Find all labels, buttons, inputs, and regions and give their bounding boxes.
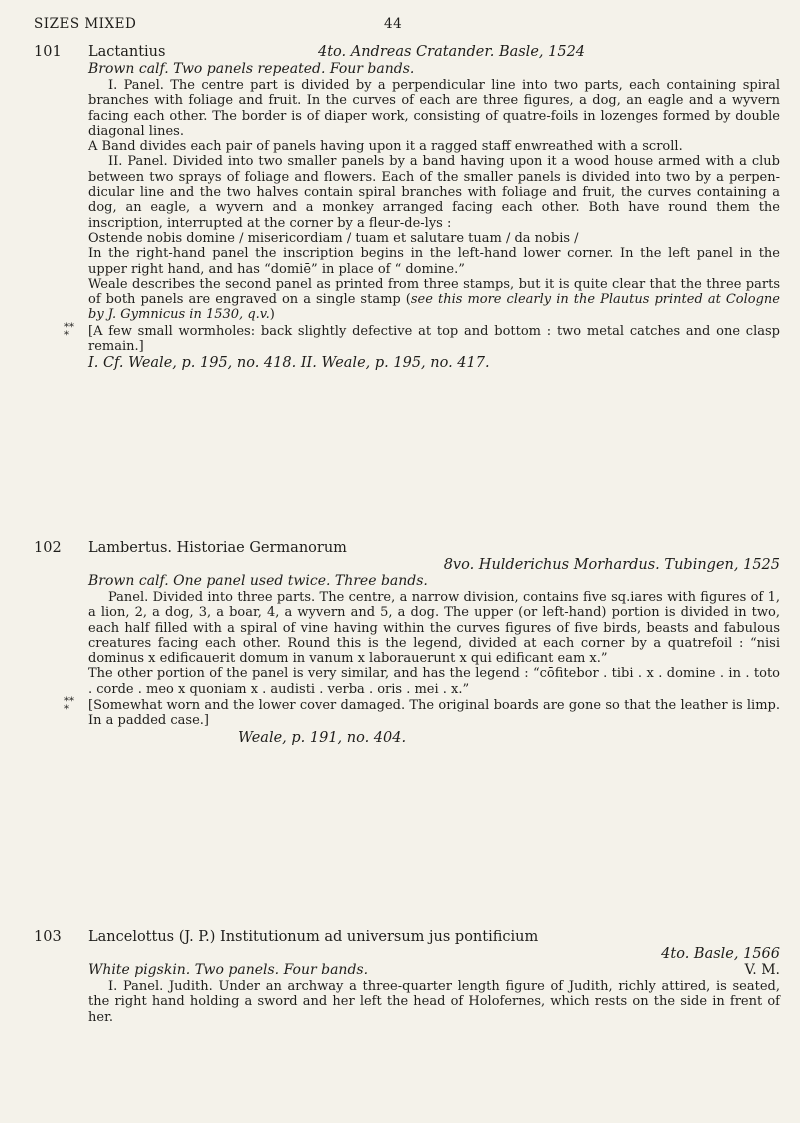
asterisk-mark: ** *	[64, 321, 74, 341]
entry-description: In the right-hand panel the inscription begins in the left-hand lower corner. In the left panel in the upper right hand, and has “domiē” in place of “ domine.”	[88, 246, 780, 277]
entry-description: Weale describes the second panel as printed from three stamps, but it is quite clear that the three parts of both panels are engraved on a single stamp (see this more clearly in the Plautus printed at Cologne by J. Gymnicus in 1530, q.v.)	[88, 276, 780, 323]
entry-description: The other portion of the panel is very similar, and has the legend : “cōfitebor . tibi . x . domine . in . toto . corde . meo x quoniam x . audisti . verba . oris . mei . x.”	[88, 666, 780, 697]
entry-condition-note: [A few small wormholes: back slightly defective at top and bottom : two metal catches and one clasp remain.]	[88, 323, 780, 355]
entry-title: Lambertus. Historiae Germanorum	[88, 540, 347, 556]
entry-reference: I. Cf. Weale, p. 195, no. 418. II. Weale, p. 195, no. 417.	[88, 355, 490, 372]
entry-format-place: 4to. Andreas Cratander. Basle, 1524	[318, 44, 586, 60]
entry-format-place: 4to. Basle, 1566	[661, 946, 780, 962]
entry-title: Lactantius	[88, 44, 166, 60]
entry-initials: V. M.	[744, 962, 780, 978]
entry-description: Panel. Divided into three parts. The centre, a narrow division, contains five sq.iares with figures of 1, a lion, 2, a dog, 3, a boar, 4, a wyvern and 5, a dog. The upper (or left-hand) portion is divided in two, each half filled with a spiral of vine having within the curves figures of five birds, beasts and fabulous creatures facing each other. Round this is the legend, divided at each corner by a quatrefoil : “nisi dominus x edificauerit domum in vanum x laborauerunt x qui edificant eam x.”	[88, 590, 780, 667]
entry-binding: White pigskin. Two panels. Four bands.	[88, 962, 369, 978]
section-title: SIZES MIXED	[34, 16, 137, 32]
entry-binding: Brown calf. One panel used twice. Three bands.	[88, 573, 428, 589]
entry-description: I. Panel. Judith. Under an archway a three-quarter length figure of Judith, richly attired, is seated, the right hand holding a sword and her left the head of Holofernes, which rests on the side in frent of her.	[88, 979, 780, 1025]
entry-number: 101	[34, 44, 62, 60]
entry-description: II. Panel. Divided into two smaller panels by a band having upon it a wood house armed with a club between two sprays of foliage and flowers. Each of the smaller panels is divided into two by a perpen-dicular line and the two halves contain spiral branches with foliage and fruit, the curves containing a dog, an eagle, a wyvern and a monkey arranged facing each other. Both have round them the inscription, interrupted at the corner by a fleur-de-lys :	[88, 154, 780, 231]
entry-condition-note: [Somewhat worn and the lower cover damaged. The original boards are gone so that the leather is limp. In a padded case.]	[88, 698, 780, 729]
page-number: 44	[384, 16, 403, 32]
entry-format-place: 8vo. Hulderichus Morhardus. Tubingen, 1525	[443, 557, 780, 573]
entry-number: 102	[34, 540, 62, 556]
entry-description: I. Panel. The centre part is divided by a perpendicular line into two parts, each containing spiral branches with foliage and fruit. In the curves of each are three figures, a dog, an eagle and a wyvern facing each other. The border is of diaper work, consisting of quatre-foils in lozenges formed by double diagonal lines.	[88, 78, 780, 139]
entry-description: A Band divides each pair of panels having upon it a ragged staff enwreathed with a scroll.	[88, 139, 683, 155]
entry-number: 103	[34, 929, 62, 945]
asterisk-mark: ** *	[64, 696, 74, 716]
entry-binding: Brown calf. Two panels repeated. Four bands.	[88, 61, 415, 77]
entry-reference: Weale, p. 191, no. 404.	[238, 729, 407, 746]
entry-inscription: Ostende nobis domine / misericordiam / tuam et salutare tuam / da nobis /	[88, 230, 579, 246]
entry-title: Lancelottus (J. P.) Institutionum ad universum jus pontificium	[88, 929, 539, 945]
